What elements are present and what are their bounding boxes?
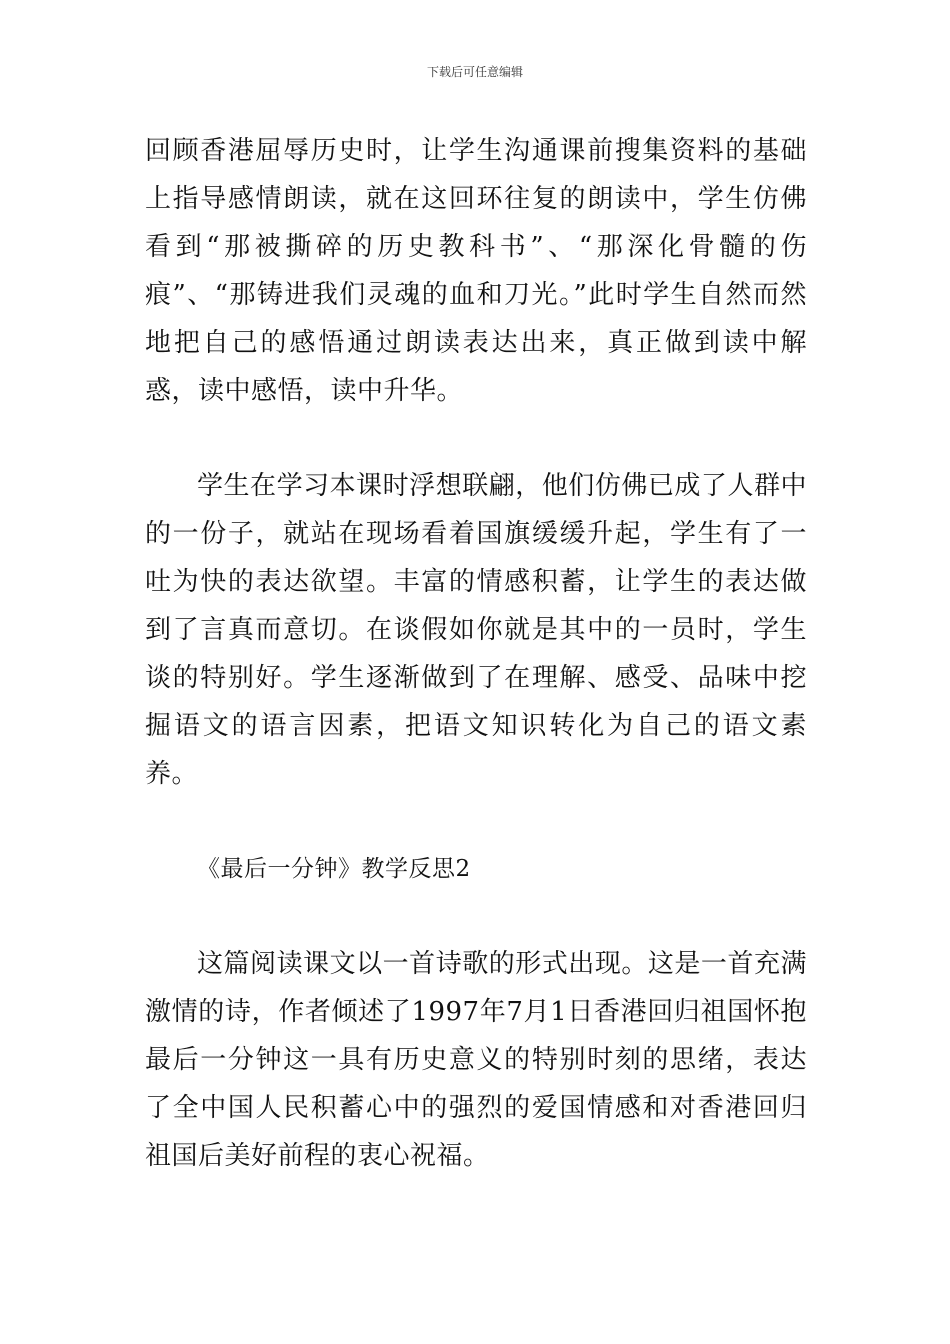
document-body <box>145 127 807 1180</box>
paragraph-spacer <box>145 893 807 940</box>
paragraph-1: 回顾香港屈辱历史时，让学生沟通课前搜集资料的基础上指导感情朗读，就在这回环往复的朗读中，学生仿佛看到“那被撕碎的历史教科书”、“那深化骨髓的伤痕”、“那铸进我们灵魂的血和刀光。”此时学生自然而然地把自己的感悟通过朗读表达出来，真正做到读中解惑，读中感悟，读中升华。 <box>145 136 807 406</box>
page-header-note: 下载后可任意编辑 <box>426 65 523 79</box>
paragraph-spacer <box>145 798 807 845</box>
paragraph-3: 这篇阅读课文以一首诗歌的形式出现。这是一首充满激情的诗，作者倾述了1997年7月1日香港回归祖国怀抱最后一分钟这一具有历史意义的特别时刻的思绪，表达了全中国人民积蓄心中的强烈的爱国情感和对香港回归祖国后美好前程的衷心祝福。 <box>145 949 807 1171</box>
paragraph-2: 学生在学习本课时浮想联翩，他们仿佛已成了人群中的一份子，就站在现场看着国旗缓缓升起，学生有了一吐为快的表达欲望。丰富的情感积蓄，让学生的表达做到了言真而意切。在谈假如你就是其中的一员时，学生谈的特别好。学生逐渐做到了在理解、感受、品味中挖掘语文的语言因素，把语文知识转化为自己的语文素养。 <box>145 471 807 789</box>
section-heading: 《最后一分钟》教学反思2 <box>197 856 471 882</box>
paragraph-spacer <box>145 415 807 462</box>
